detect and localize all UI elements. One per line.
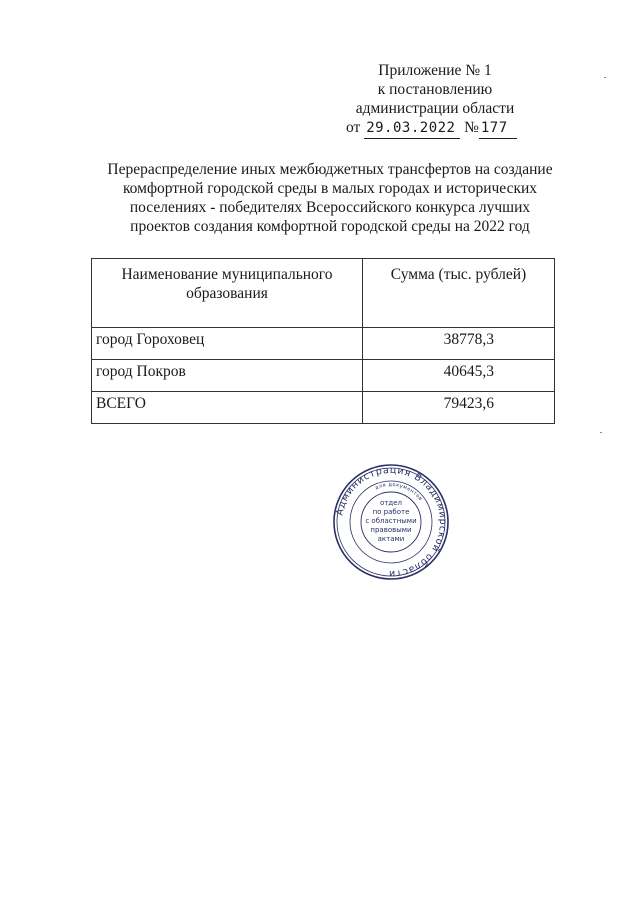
annex-authority: администрации области (355, 100, 515, 117)
row-sum: 79423,6 (363, 392, 555, 424)
date-prefix: от (346, 119, 361, 136)
annex-block (330, 61, 540, 139)
scan-speck (604, 77, 606, 78)
stamp-center-line: правовыми (370, 526, 412, 534)
row-name: ВСЕГО (92, 392, 363, 424)
transfers-table (91, 258, 555, 424)
stamp-center-line: с областными (365, 517, 417, 525)
table-row-total (92, 392, 555, 424)
row-name: город Покров (92, 360, 363, 392)
stamp-center-line: актами (377, 535, 405, 543)
row-name: город Гороховец (92, 328, 363, 360)
stamp-seal-graphic (331, 462, 451, 582)
decree-number: 177 (479, 119, 517, 139)
decree-date: 29.03.2022 (364, 119, 460, 139)
header-municipality: Наименование муниципального образования (92, 259, 363, 328)
annex-subtitle: к постановлению (377, 81, 493, 98)
stamp-outer-text: Администрация Владимирской области (334, 464, 449, 580)
annex-title: Приложение № 1 (378, 62, 492, 79)
annex-date-line (330, 118, 540, 139)
scan-speck (600, 432, 602, 433)
table-row (92, 360, 555, 392)
row-sum: 40645,3 (363, 360, 555, 392)
header-sum: Сумма (тыс. рублей) (363, 259, 555, 328)
table-row (92, 328, 555, 360)
number-prefix: № (464, 119, 479, 136)
document-title: Перераспределение иных межбюджетных трансфертов на создание комфортной городской среды в малых городах и исторических поселениях - победителях Всероссийского конкурса лучших проектов создания комфортной городской среды на 2022 год (107, 161, 553, 235)
stamp-center-line: отдел (380, 499, 402, 507)
row-sum: 38778,3 (363, 328, 555, 360)
table-header-row (92, 259, 555, 328)
stamp-inner-text: для документов (374, 481, 424, 503)
official-stamp (331, 462, 451, 582)
stamp-center-line: по работе (372, 508, 410, 516)
